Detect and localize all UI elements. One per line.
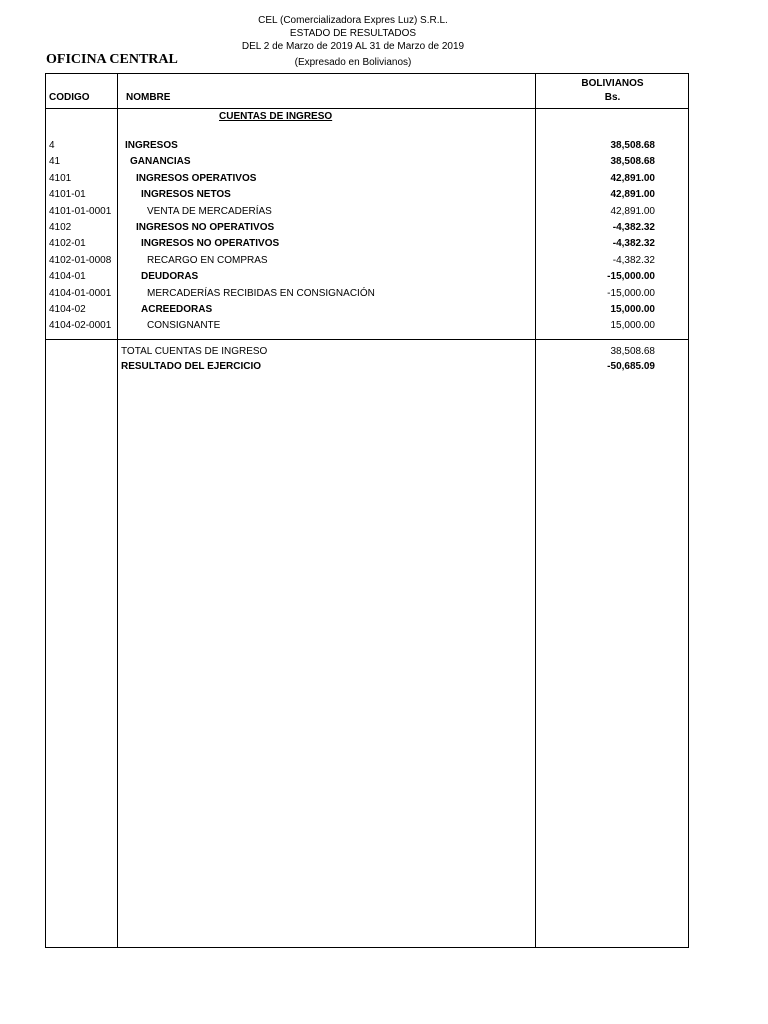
account-amount: -15,000.00 (607, 287, 655, 299)
currency-note: (Expresado en Bolivianos) (294, 57, 412, 68)
total-amount: -50,685.09 (607, 361, 655, 372)
account-name: DEUDORAS (141, 271, 199, 283)
account-name: INGRESOS NO OPERATIVOS (141, 238, 280, 250)
account-amount: 38,508.68 (610, 156, 655, 168)
column-header-amount-unit: Bs. (604, 92, 621, 103)
account-amount: -15,000.00 (607, 271, 655, 283)
account-name: CONSIGNANTE (147, 320, 221, 332)
column-divider-code (117, 73, 118, 948)
account-amount: 15,000.00 (610, 304, 655, 315)
account-amount: -4,382.32 (612, 238, 655, 250)
account-code: 4104-01-0001 (49, 287, 112, 299)
report-table-frame (45, 73, 689, 948)
account-code: 4102-01 (49, 238, 86, 250)
account-code: 4104-02-0001 (49, 320, 112, 332)
total-label: RESULTADO DEL EJERCICIO (121, 361, 262, 372)
account-code: 4101 (49, 172, 72, 184)
account-amount: 42,891.00 (610, 189, 655, 201)
account-name: INGRESOS NO OPERATIVOS (136, 222, 275, 233)
column-header-amount: BOLIVIANOS (581, 78, 644, 89)
account-code: 4101-01-0001 (49, 205, 112, 217)
header-divider (45, 108, 689, 109)
account-name: VENTA DE MERCADERÍAS (147, 205, 272, 217)
account-amount: 42,891.00 (610, 172, 655, 184)
account-amount: -4,382.32 (612, 222, 655, 233)
company-name: CEL (Comercializadora Expres Luz) S.R.L. (258, 15, 448, 26)
column-divider-amount (535, 73, 536, 948)
account-name: INGRESOS (125, 140, 178, 151)
section-title: CUENTAS DE INGRESO (219, 111, 333, 122)
account-name: INGRESOS OPERATIVOS (136, 172, 257, 184)
account-amount: 42,891.00 (610, 205, 655, 217)
account-code: 4101-01 (49, 189, 86, 201)
account-amount: -4,382.32 (612, 254, 655, 266)
report-period: DEL 2 de Marzo de 2019 AL 31 de Marzo de 2019 (241, 41, 465, 52)
account-amount: 38,508.68 (610, 140, 655, 151)
account-name: GANANCIAS (130, 156, 191, 168)
office-name: OFICINA CENTRAL (46, 52, 178, 67)
account-code: 4104-02 (49, 304, 86, 315)
account-code: 4 (49, 140, 55, 151)
account-code: 4104-01 (49, 271, 86, 283)
account-name: INGRESOS NETOS (141, 189, 231, 201)
column-header-name: NOMBRE (126, 92, 171, 103)
account-code: 4102-01-0008 (49, 254, 112, 266)
report-title: ESTADO DE RESULTADOS (289, 28, 417, 39)
account-amount: 15,000.00 (610, 320, 655, 332)
total-label: TOTAL CUENTAS DE INGRESO (121, 346, 268, 357)
account-code: 41 (49, 156, 61, 168)
column-header-code: CODIGO (49, 92, 90, 103)
account-code: 4102 (49, 222, 72, 233)
account-name: ACREEDORAS (141, 304, 213, 315)
total-amount: 38,508.68 (610, 346, 655, 357)
account-name: RECARGO EN COMPRAS (147, 254, 268, 266)
account-name: MERCADERÍAS RECIBIDAS EN CONSIGNACIÓN (147, 287, 375, 299)
totals-divider (45, 339, 689, 340)
